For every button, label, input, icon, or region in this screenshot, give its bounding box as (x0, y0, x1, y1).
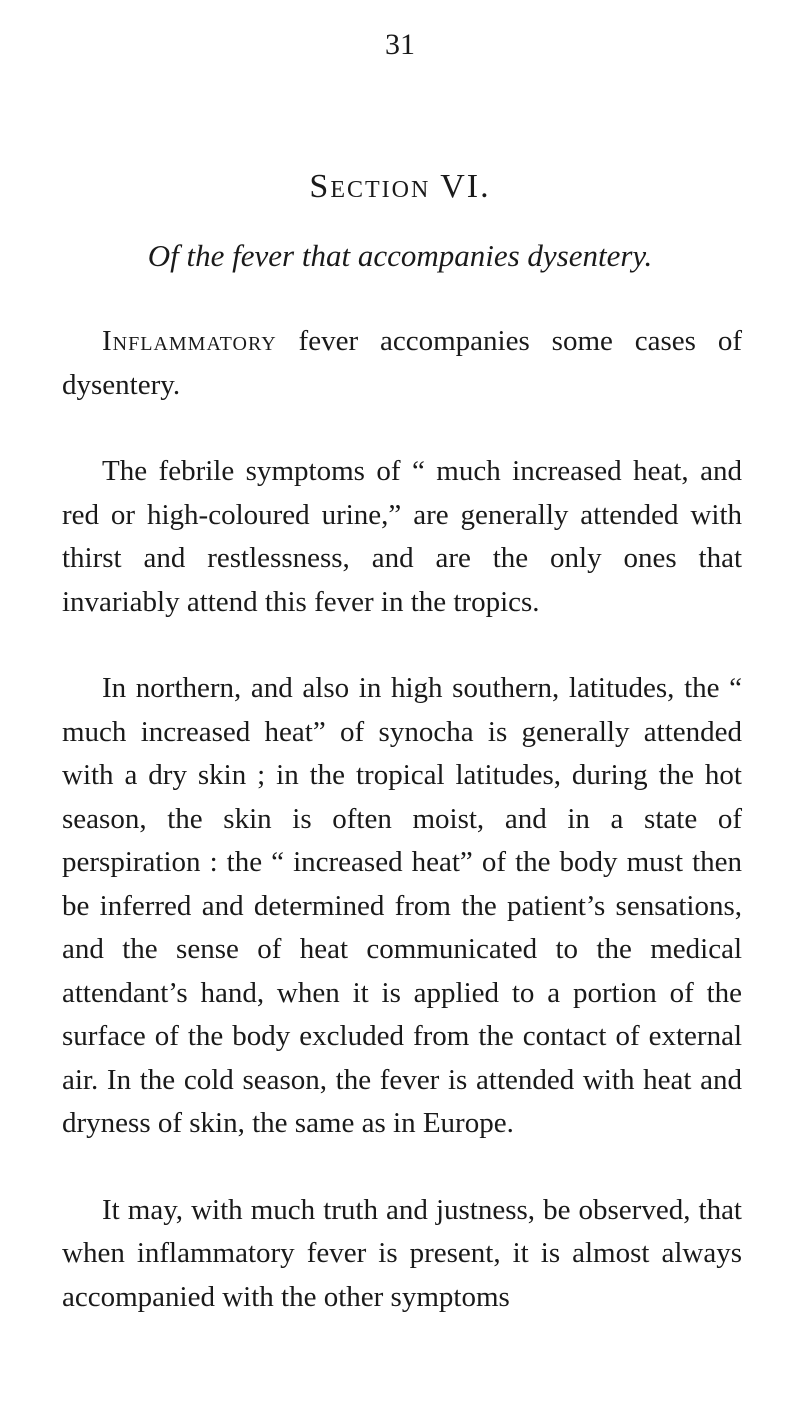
paragraph-3: In northern, and also in high southern, latitudes, the “ much increased heat” of synocha is generally attended with a dry skin ; in the tropical latitudes, during the hot season, the skin is often moist, and in a state of perspiration : the “ increased heat” of the body must then be inferred and determined from the patient’s sensations, and the sense of heat communicated to the medical attendant’s hand, when it is applied to a portion of the surface of the body excluded from the contact of external air. In the cold season, the fever is attended with heat and dryness of skin, the same as in Europe. (62, 672, 742, 1139)
paragraph-1 (62, 320, 742, 407)
page-number: 31 (385, 28, 415, 61)
paragraph-1-lead-word: Inflammatory (102, 325, 277, 357)
section-heading: Section VI. (309, 168, 491, 205)
paragraph-2: The febrile symptoms of “ much increased heat, and red or high-coloured urine,” are generally attended with thirst and restlessness, and are the only ones that invariably attend this fever in the tropics. (62, 455, 742, 618)
paragraph-1-text: fever accompanies some cases of dysentery. (62, 325, 742, 401)
paragraph-4: It may, with much truth and justness, be observed, that when inflammatory fever is present, it is almost always accompanied with the other symptoms (62, 1193, 742, 1313)
section-subtitle: Of the fever that accompanies dysentery. (147, 238, 653, 273)
body-text (62, 320, 742, 1319)
